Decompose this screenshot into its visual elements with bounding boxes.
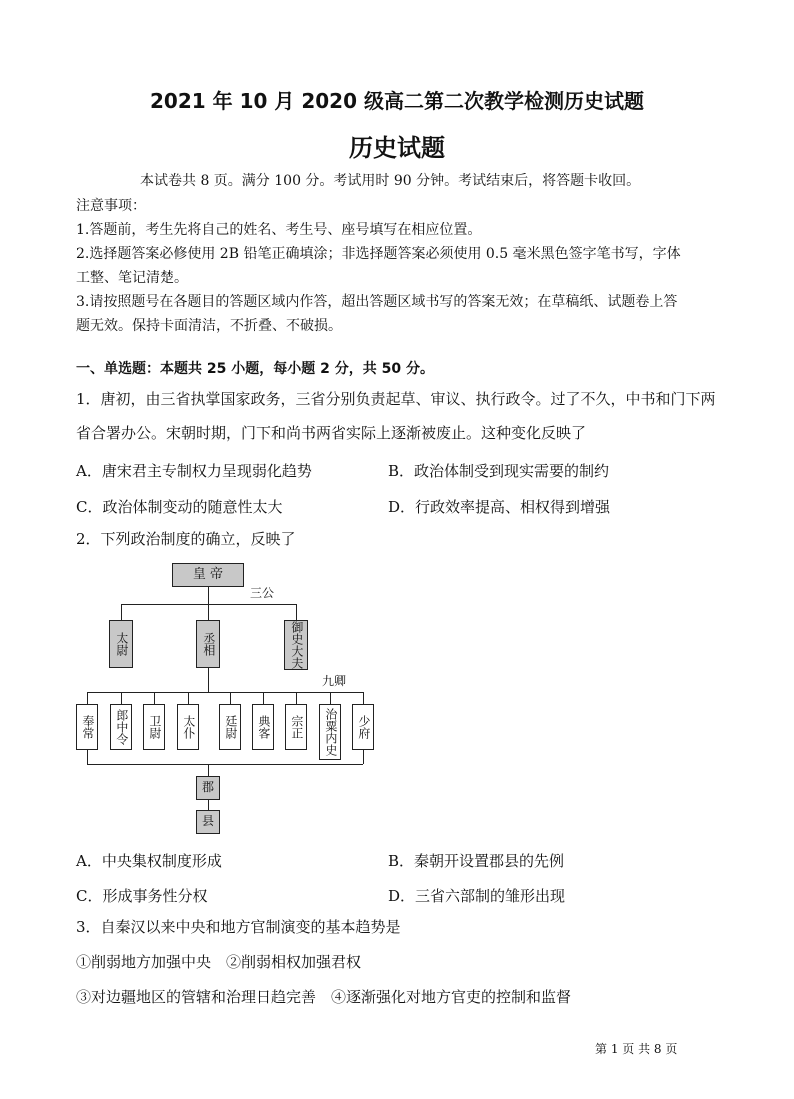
notice-3-line-2: 题无效。保持卡面清洁，不折叠、不破损。 — [76, 318, 342, 334]
q3-statements-line-1: ①削弱地方加强中央 ②削弱相权加强君权 — [76, 953, 362, 971]
notice-2-line-2: 工整、笔记清楚。 — [76, 270, 188, 286]
q3-stem: 3．自秦汉以来中央和地方官制演变的基本趋势是 — [76, 918, 401, 936]
q2-option-d[interactable]: D．三省六部制的雏形出现 — [388, 887, 566, 905]
jiu-qing-label: 九卿 — [322, 674, 347, 688]
page-subtitle: 历史试题 — [349, 134, 445, 162]
q1-stem-line-2: 省合署办公。宋朝时期，门下和尚书两省实际上逐渐被废止。这种变化反映了 — [76, 424, 587, 442]
jiu-qing-zongzheng: 宗正 — [285, 704, 307, 750]
notice-3-line-1: 3.请按照题号在各题目的答题区域内作答，超出答题区域书写的答案无效；在草稿纸、试题卷上答 — [76, 294, 678, 310]
jiu-qing-dianke: 典客 — [252, 704, 274, 750]
section-heading: 一、单选题：本题共 25 小题，每小题 2 分，共 50 分。 — [76, 361, 434, 377]
notice-1: 1.答题前，考生先将自己的姓名、考生号、座号填写在相应位置。 — [76, 222, 482, 238]
q2-option-a[interactable]: A．中央集权制度形成 — [76, 852, 222, 870]
san-gong-chengxiang: 丞相 — [196, 620, 220, 668]
jun-box: 郡 — [196, 776, 220, 800]
jiu-qing-fengchang: 奉常 — [76, 704, 98, 750]
jiu-qing-tingwei: 廷尉 — [219, 704, 241, 750]
san-gong-taiwei: 太尉 — [109, 620, 133, 668]
q2-stem: 2．下列政治制度的确立，反映了 — [76, 530, 296, 548]
jiu-qing-langzhongling: 郎中令 — [110, 704, 132, 750]
q2-option-b[interactable]: B．秦朝开设置郡县的先例 — [388, 852, 565, 870]
xian-box: 县 — [196, 810, 220, 834]
q1-stem-line-1: 1．唐初，由三省执掌国家政务，三省分别负责起草、审议、执行政令。过了不久，中书和门下两 — [76, 390, 716, 408]
notice-title: 注意事项： — [76, 198, 146, 214]
jiu-qing-taipu: 太仆 — [177, 704, 199, 750]
q1-option-c[interactable]: C．政治体制变动的随意性太大 — [76, 498, 283, 516]
page-number: 第 1 页 共 8 页 — [595, 1042, 678, 1056]
page-main-title: 2021 年 10 月 2020 级高二第二次教学检测历史试题 — [150, 89, 644, 113]
jiu-qing-weiwei: 卫尉 — [143, 704, 165, 750]
q1-option-d[interactable]: D．行政效率提高、相权得到增强 — [388, 498, 611, 516]
jiu-qing-zhisuneishi: 治粟内史 — [319, 704, 341, 760]
jiu-qing-shaofu: 少府 — [352, 704, 374, 750]
exam-info: 本试卷共 8 页。满分 100 分。考试用时 90 分钟。考试结束后，将答题卡收回。 — [140, 173, 641, 189]
san-gong-yushidafu: 御史大夫 — [284, 620, 308, 670]
q1-option-a[interactable]: A．唐宋君主专制权力呈现弱化趋势 — [76, 462, 312, 480]
q2-option-c[interactable]: C．形成事务性分权 — [76, 887, 208, 905]
q1-option-b[interactable]: B．政治体制受到现实需要的制约 — [388, 462, 610, 480]
san-gong-label: 三公 — [250, 586, 275, 600]
notice-2-line-1: 2.选择题答案必修使用 2B 铅笔正确填涂；非选择题答案必须使用 0.5 毫米黑色签字笔书写，字体 — [76, 246, 681, 262]
emperor-box: 皇 帝 — [172, 563, 244, 587]
q3-statements-line-2: ③对边疆地区的管辖和治理日趋完善 ④逐渐强化对地方官吏的控制和监督 — [76, 988, 572, 1006]
